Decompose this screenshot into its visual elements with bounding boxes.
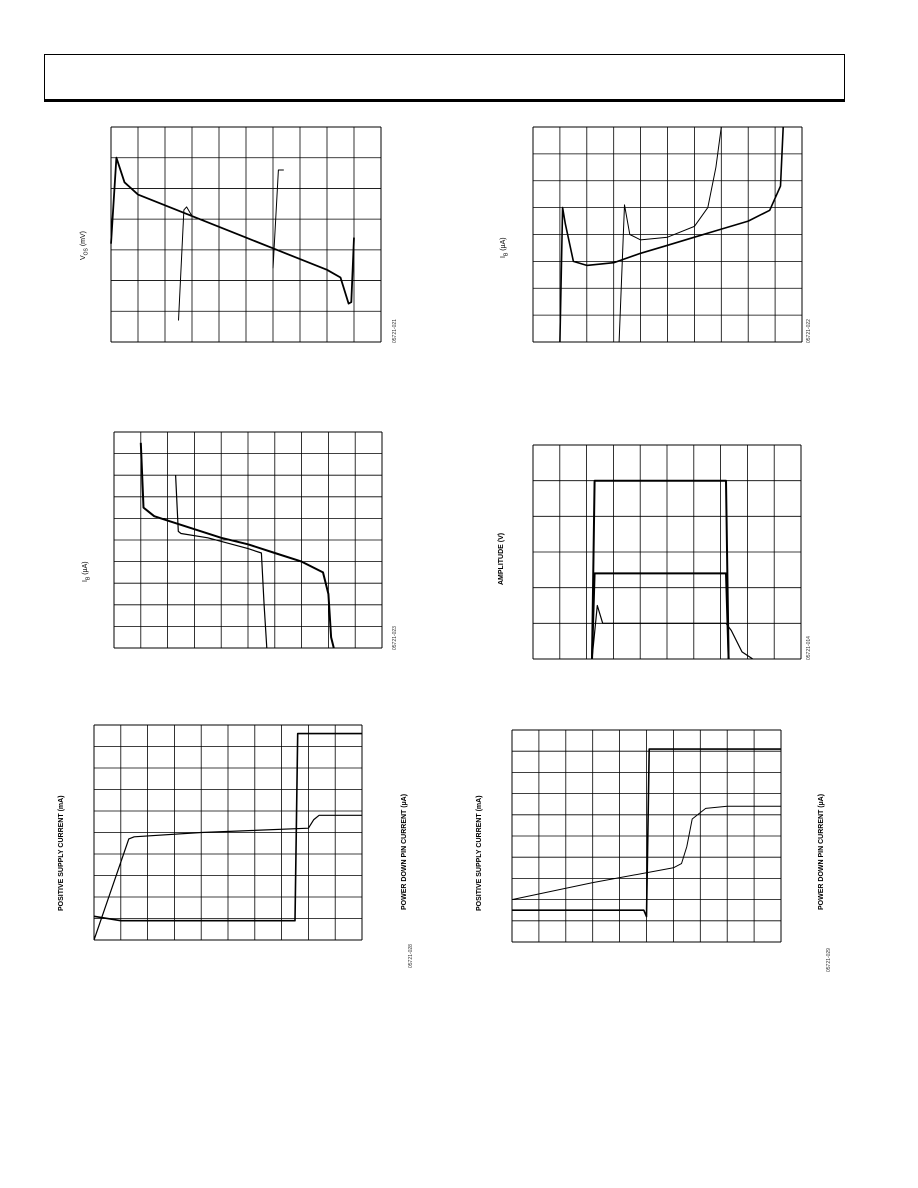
y-axis-label-text: POSITIVE SUPPLY CURRENT (mA): [58, 795, 65, 911]
figure-id: 05721-022: [806, 319, 812, 343]
figure-id: 05721-014: [806, 636, 812, 660]
y-axis-label-text: V: [80, 255, 87, 260]
chart-2: [533, 127, 802, 342]
y-axis-label-subscript: OS: [83, 248, 90, 256]
series-line-1: [592, 481, 729, 659]
y-axis-label-text: I: [82, 580, 89, 582]
page-header-frame: [44, 54, 845, 102]
y-axis-label: [476, 795, 483, 911]
y-axis-label-subscript: B: [503, 252, 510, 257]
y-axis-label-unit: (mV): [80, 230, 87, 249]
y-axis-label-subscript: B: [85, 576, 92, 581]
y-axis-label-text: I: [500, 256, 507, 258]
y-axis-label-unit: (µA): [500, 237, 507, 253]
y-axis-label: [82, 561, 91, 582]
series-line-1: [111, 158, 354, 304]
y-axis-label: [58, 795, 65, 911]
chart-1: [111, 127, 381, 342]
figure-id: 05721-029: [826, 948, 832, 972]
y-axis-label: [498, 533, 505, 585]
y-axis-label: [80, 231, 89, 260]
y-axis-label-text: POSITIVE SUPPLY CURRENT (mA): [476, 795, 483, 911]
y-axis-label-unit: (µA): [82, 561, 89, 577]
chart-5: [94, 725, 362, 940]
figure-id: 05721-028: [408, 944, 414, 968]
y-axis-label: [500, 237, 509, 258]
y-axis-label-right: POWER DOWN PIN CURRENT (µA): [401, 793, 408, 910]
chart-3: [114, 432, 382, 648]
chart-6: [512, 730, 781, 942]
y-axis-label-text: AMPLITUDE (V): [498, 532, 505, 585]
figure-id: 05721-021: [392, 319, 398, 343]
figure-id: 05721-023: [392, 626, 398, 650]
chart-4: [533, 445, 801, 659]
series-line-2: [179, 207, 193, 321]
y-axis-label-right: POWER DOWN PIN CURRENT (µA): [818, 793, 825, 910]
series-line-2: [592, 573, 729, 659]
